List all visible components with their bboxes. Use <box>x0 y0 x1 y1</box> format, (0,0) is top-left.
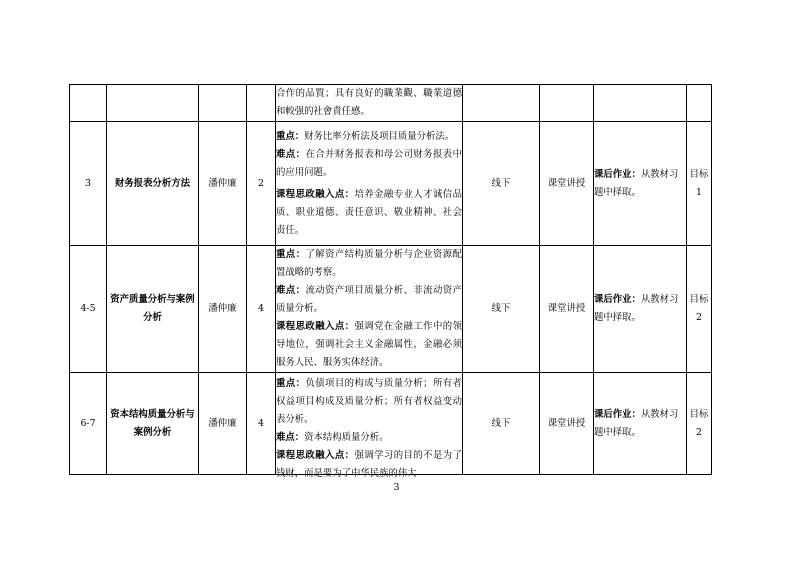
page-number: 3 <box>393 482 400 493</box>
goal-cell <box>687 85 712 122</box>
ideology-label: 课程思政融入点： <box>276 321 355 332</box>
key-point <box>276 375 462 429</box>
topic-title-cell: 资产质量分析与案例分析 <box>107 246 199 373</box>
method-cell: 课堂讲授 <box>540 246 594 373</box>
key-point-text: 负债项目的构成与质量分析；所有者权益项目构成及质量分析；所有者权益变动表分析。 <box>276 377 462 425</box>
difficulty-label: 难点： <box>276 148 306 160</box>
ideology-text: 强调党在金融工作中的领导地位，强调社会主义金融属性，金融必须服务人民、服务实体经济。 <box>276 321 462 368</box>
week-cell <box>70 85 107 122</box>
hours-cell <box>247 85 276 122</box>
teacher-cell: 潘仲廉 <box>199 122 247 246</box>
key-point-label: 重点： <box>276 377 306 389</box>
ideology-text: 强调学习的目的不是为了钱财，而是要为了中华民族的伟大 <box>276 449 462 479</box>
topic-title-cell <box>107 85 199 122</box>
homework-cell <box>594 373 687 475</box>
table-row <box>70 85 712 122</box>
hours-cell: 4 <box>247 246 276 373</box>
content-text: 合作的品質；具有良好的職業觀、職業道德和較强的社會責任感。 <box>276 88 462 117</box>
key-point <box>276 246 462 282</box>
homework-text: 从教材习题中择取。 <box>594 294 679 323</box>
topic-title-cell: 资本结构质量分析与案例分析 <box>107 373 199 475</box>
difficulty-text: 资本结构质量分析。 <box>304 431 389 443</box>
difficulty <box>276 146 462 182</box>
hours-cell: 2 <box>247 122 276 246</box>
mode-cell: 线下 <box>463 122 540 246</box>
homework-label: 课后作业： <box>594 408 641 420</box>
mode-cell: 线下 <box>463 246 540 373</box>
table-row <box>70 373 712 475</box>
content-clip <box>276 375 462 479</box>
teacher-cell: 潘仲廉 <box>199 373 247 475</box>
content-cell <box>276 122 463 246</box>
homework-cell <box>594 85 687 122</box>
ideology-text: 培养金融专业人才诚信品质、职业道德、责任意识、敬业精神、社会责任。 <box>276 188 462 236</box>
method-cell: 课堂讲授 <box>540 122 594 246</box>
difficulty-label: 难点： <box>276 285 306 296</box>
table-row <box>70 246 712 373</box>
homework-label: 课后作业： <box>594 168 641 180</box>
hours-cell: 4 <box>247 373 276 475</box>
goal-cell: 目标 2 <box>687 246 712 373</box>
teacher-cell <box>199 85 247 122</box>
homework-text: 从教材习题中择取。 <box>594 408 679 438</box>
ideology-point <box>276 447 462 483</box>
difficulty <box>276 429 462 447</box>
ideology-label: 课程思政融入点： <box>276 449 355 461</box>
key-point <box>276 128 462 146</box>
content-cell <box>276 373 463 479</box>
homework-cell <box>594 246 687 373</box>
ideology-point <box>276 186 462 240</box>
week-cell: 6-7 <box>70 373 107 475</box>
homework-cell <box>594 122 687 246</box>
ideology-point <box>276 318 462 372</box>
homework-text: 从教材习题中择取。 <box>594 168 679 198</box>
topic-title-cell: 财务报表分析方法 <box>107 122 199 246</box>
content-cell <box>276 246 463 373</box>
difficulty <box>276 282 462 318</box>
method-cell <box>540 85 594 122</box>
content-cell <box>276 85 463 122</box>
week-cell: 4-5 <box>70 246 107 373</box>
homework-label: 课后作业： <box>594 294 641 305</box>
teacher-cell: 潘仲廉 <box>199 246 247 373</box>
key-point-label: 重点： <box>276 249 306 260</box>
syllabus-table <box>69 84 712 479</box>
key-point-text: 财务比率分析法及项目质量分析法。 <box>304 130 455 142</box>
ideology-label: 课程思政融入点： <box>276 188 355 200</box>
goal-cell: 目标 1 <box>687 122 712 246</box>
mode-cell <box>463 85 540 122</box>
week-cell: 3 <box>70 122 107 246</box>
difficulty-label: 难点： <box>276 431 305 443</box>
difficulty-text: 在合并财务报表和母公司财务报表中的应用问题。 <box>276 148 462 178</box>
key-point-text: 了解资产结构质量分析与企业资源配置战略的考察。 <box>276 249 462 278</box>
difficulty-text: 流动资产项目质量分析、非流动资产质量分析。 <box>276 285 462 314</box>
table-row <box>70 122 712 246</box>
key-point-label: 重点： <box>276 130 305 142</box>
goal-cell: 目标 2 <box>687 373 712 475</box>
method-cell: 课堂讲授 <box>540 373 594 475</box>
mode-cell: 线下 <box>463 373 540 475</box>
